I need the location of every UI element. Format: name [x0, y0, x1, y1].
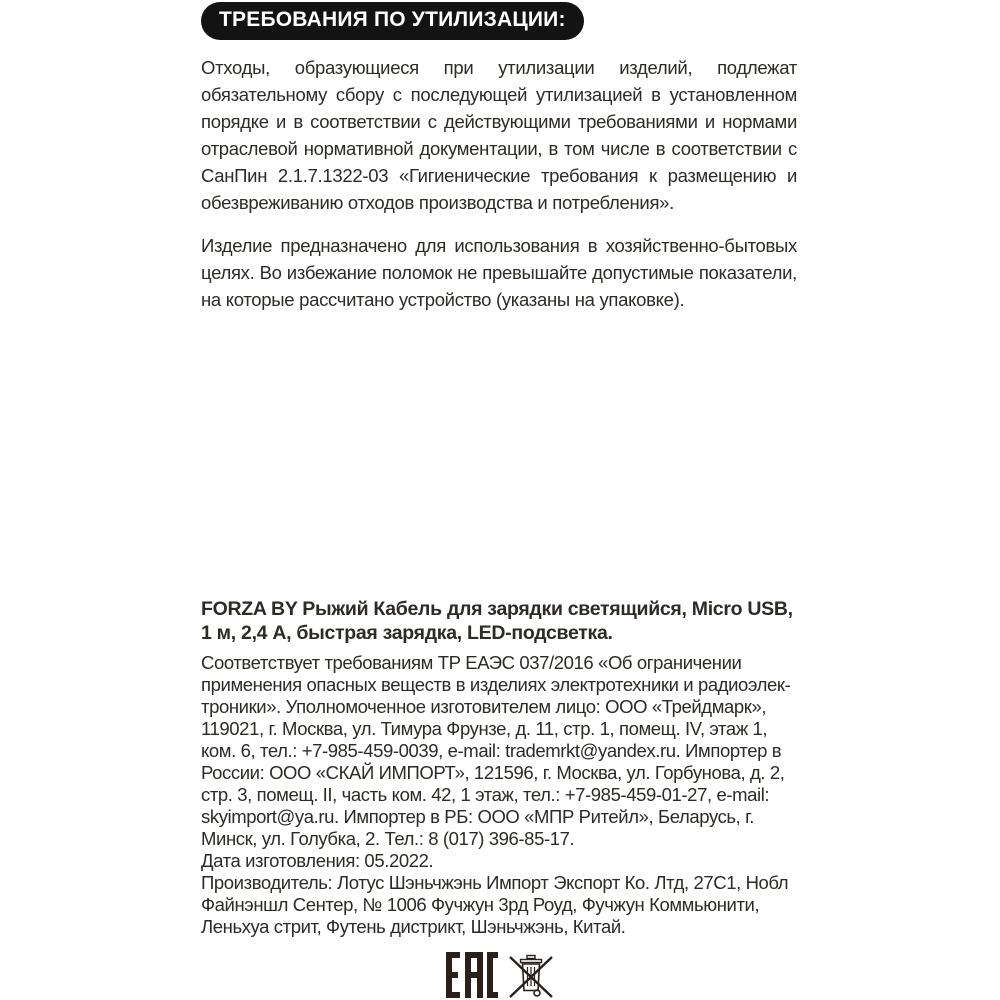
manufacturer-info: Производитель: Лотус Шэньчжэнь Импорт Экспорт Ко. Лтд, 27С1, Нобл Файнэншл Сентер, № 1006 Фучжун 3рд Роуд, Фучжун Коммьюнити, Леньхуа стрит, Футень дистрикт, Шэньчжэнь, Китай. [201, 872, 789, 937]
disposal-section [201, 0, 797, 313]
eac-conformity-mark-icon [446, 952, 498, 998]
compliance-and-importer-info: Соответствует требованиям ТР ЕАЭС 037/2016 «Об ограничении применения опасных веществ в изделиях электротехники и радиоэлектроники». Уполномоченное изготовителем лицо: ООО «Трейдмарк», 119021, г. Москва, ул. Тимура Фрунзе, д. 11, стр. 1, помещ. IV, этаж 1, ком. 6, тел.: +7-985-459-0039, e-mail: trademrkt@yandex.ru. Импортер в России: ООО «СКАЙ ИМПОРТ», 121596, г. Москва, ул. Горбунова, д. 2, стр. 3, помещ. II, часть ком. 42, 1 этаж, тел.: +7-985-459-01-27, e-mail: skyimport@ya.ru. Импортер в РБ: ООО «МПР Ритейл», Беларусь, г. Минск, ул. Голубка, 2. Тел.: 8 (017) 396-85-17. [201, 652, 791, 849]
product-title: FORZA BY Рыжий Кабель для зарядки светящийся, Micro USB, 1 м, 2,4 А, быстрая зарядка, LED-подсветка. [201, 598, 793, 644]
section-title-badge [201, 2, 584, 40]
disposal-paragraph-1: Отходы, образующиеся при утилизации изделий, подлежат обязательному сбору с последующей утилизацией в установленном порядке и в соответствии с действующими требованиями и нормами отраслевой нормативной документации, в том числе в соответствии с СанПин 2.1.7.1322-03 «Гигиенические требования к размещению и обезвреживанию отходов производства и потребления». [201, 57, 797, 213]
product-info-section [201, 597, 797, 938]
manufacture-date: Дата изготовления: 05.2022. [201, 850, 434, 871]
section-title: ТРЕБОВАНИЯ ПО УТИЛИЗАЦИИ: [219, 8, 566, 31]
crossed-out-wheeled-bin-icon [507, 952, 555, 999]
certification-marks [0, 952, 1000, 999]
disposal-paragraph-2: Изделие предназначено для использования в хозяйственно-бытовых целях. Во избежание поломок не превышайте допустимые показатели, на которые рассчитано устройство (указаны на упаковке). [201, 235, 797, 310]
